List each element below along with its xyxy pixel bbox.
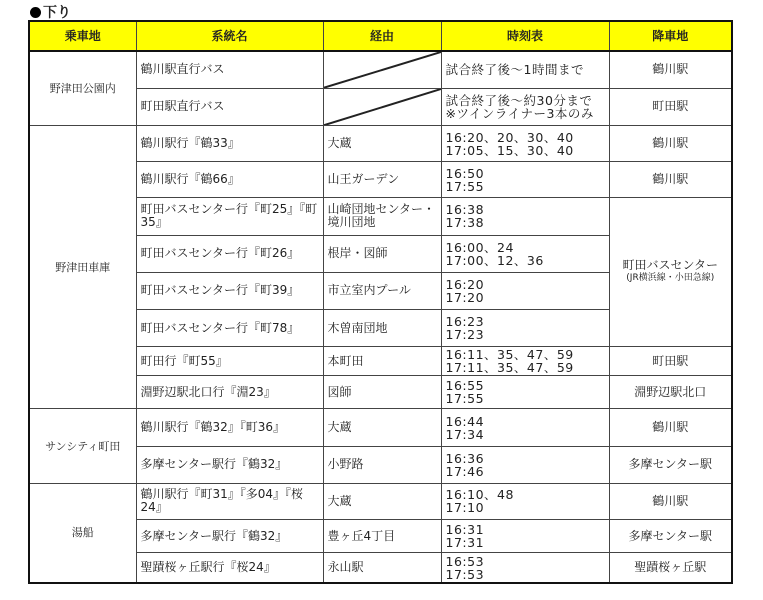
stop-cell: 野津田公園内 (29, 51, 136, 125)
dest-cell: 町田バスセンター (JR横浜線・小田急線) (609, 198, 732, 347)
dest-cell: 鶴川駅 (609, 125, 732, 161)
route-cell: 町田バスセンター行『町25』『町35』 (136, 198, 323, 235)
table-row (29, 483, 732, 519)
dest-cell: 鶴川駅 (609, 409, 732, 446)
stop-cell: サンシティ町田 (29, 409, 136, 483)
route-cell: 町田バスセンター行『町78』 (136, 309, 323, 346)
time-cell: 16:44 17:34 (441, 409, 609, 446)
dest-cell: 多摩センター駅 (609, 446, 732, 483)
time-cell: 16:36 17:46 (441, 446, 609, 483)
time-cell: 16:55 17:55 (441, 376, 609, 409)
route-cell: 町田行『町55』 (136, 347, 323, 376)
time-cell: 16:10、48 17:10 (441, 483, 609, 519)
via-cell: 豊ヶ丘4丁目 (323, 520, 441, 553)
time-cell: 16:23 17:23 (441, 309, 609, 346)
via-cell: 図師 (323, 376, 441, 409)
table-row (29, 409, 732, 446)
table-row (29, 125, 732, 161)
route-cell: 淵野辺駅北口行『淵23』 (136, 376, 323, 409)
route-cell: 聖蹟桜ヶ丘駅行『桜24』 (136, 553, 323, 583)
via-cell: 山崎団地センター・境川団地 (323, 198, 441, 235)
dest-cell: 淵野辺駅北口 (609, 376, 732, 409)
route-cell: 多摩センター駅行『鶴32』 (136, 446, 323, 483)
time-cell: 試合終了後～1時間まで (441, 51, 609, 88)
time-cell: 16:38 17:38 (441, 198, 609, 235)
via-empty-cell (323, 51, 441, 88)
route-cell: 町田バスセンター行『町26』 (136, 235, 323, 272)
dest-cell: 鶴川駅 (609, 51, 732, 88)
via-cell: 大蔵 (323, 125, 441, 161)
stop-cell: 湯船 (29, 483, 136, 583)
via-empty-cell (323, 88, 441, 125)
dest-cell: 町田駅 (609, 347, 732, 376)
stop-cell: 野津田車庫 (29, 125, 136, 409)
diagonal-line (324, 89, 441, 125)
route-cell: 鶴川駅行『鶴33』 (136, 125, 323, 161)
dest-cell: 町田駅 (609, 88, 732, 125)
via-cell: 大蔵 (323, 483, 441, 519)
diagonal-line (324, 52, 441, 88)
via-cell: 大蔵 (323, 409, 441, 446)
time-cell: 16:31 17:31 (441, 520, 609, 553)
dest-cell: 鶴川駅 (609, 483, 732, 519)
time-cell: 16:11、35、47、59 17:11、35、47、59 (441, 347, 609, 376)
header-route: 系統名 (136, 21, 323, 51)
via-cell: 根岸・図師 (323, 235, 441, 272)
time-cell: 16:00、24 17:00、12、36 (441, 235, 609, 272)
via-cell: 本町田 (323, 347, 441, 376)
dest-cell: 鶴川駅 (609, 162, 732, 198)
route-cell: 鶴川駅行『町31』『多04』『桜24』 (136, 483, 323, 519)
time-cell: 16:20、20、30、40 17:05、15、30、40 (441, 125, 609, 161)
header-time: 時刻表 (441, 21, 609, 51)
via-cell: 小野路 (323, 446, 441, 483)
table-row (29, 51, 732, 88)
header-stop: 乗車地 (29, 21, 136, 51)
dest-cell: 多摩センター駅 (609, 520, 732, 553)
timetable (28, 20, 733, 584)
header-row (29, 21, 732, 51)
route-cell: 鶴川駅直行バス (136, 51, 323, 88)
route-cell: 町田バスセンター行『町39』 (136, 272, 323, 309)
route-cell: 多摩センター駅行『鶴32』 (136, 520, 323, 553)
bullet-icon (30, 7, 41, 18)
time-cell: 試合終了後～約30分まで ※ツインライナー3本のみ (441, 88, 609, 125)
route-cell: 鶴川駅行『鶴66』 (136, 162, 323, 198)
via-cell: 木曽南団地 (323, 309, 441, 346)
time-cell: 16:20 17:20 (441, 272, 609, 309)
section-title: 下り (30, 2, 71, 22)
dest-cell: 聖蹟桜ヶ丘駅 (609, 553, 732, 583)
header-dest: 降車地 (609, 21, 732, 51)
via-cell: 市立室内プール (323, 272, 441, 309)
route-cell: 町田駅直行バス (136, 88, 323, 125)
via-cell: 永山駅 (323, 553, 441, 583)
route-cell: 鶴川駅行『鶴32』『町36』 (136, 409, 323, 446)
time-cell: 16:53 17:53 (441, 553, 609, 583)
header-via: 経由 (323, 21, 441, 51)
via-cell: 山王ガーデン (323, 162, 441, 198)
time-cell: 16:50 17:55 (441, 162, 609, 198)
